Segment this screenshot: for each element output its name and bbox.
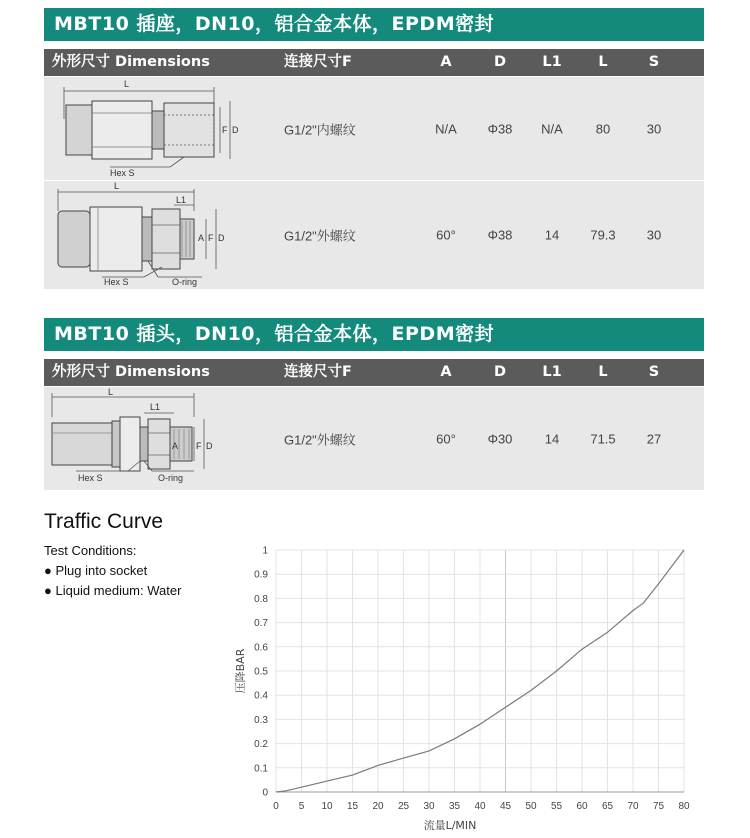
condition-bullet: ● Plug into socket xyxy=(44,563,148,578)
cell-d: Φ38 xyxy=(487,121,513,136)
x-tick-label: 30 xyxy=(423,801,435,812)
dim-label-l: L xyxy=(124,79,130,89)
header-s: S xyxy=(648,54,660,70)
dim-label-d: D xyxy=(232,125,239,135)
y-tick-label: 0.3 xyxy=(254,714,268,726)
plug-external-drawing xyxy=(44,387,274,490)
x-tick-label: 70 xyxy=(627,801,639,812)
y-tick-label: 0.4 xyxy=(254,690,268,702)
header-d: D xyxy=(493,54,507,70)
dim-label-hex: Hex S xyxy=(104,277,129,287)
dim-label-oring: O-ring xyxy=(158,473,184,483)
header-s: S xyxy=(648,364,660,380)
header-connection: 连接尺寸F xyxy=(284,364,352,380)
socket-section-banner: MBT10 插座，DN10，铝合金本体，EPDM密封 xyxy=(44,8,704,41)
dim-label-f: F xyxy=(222,125,228,135)
header-d: D xyxy=(493,364,507,380)
y-tick-label: 0.8 xyxy=(254,593,268,605)
cell-s: 27 xyxy=(646,431,662,446)
cell-l1: 14 xyxy=(544,227,560,243)
dim-label-l1: L1 xyxy=(176,195,187,205)
cell-d: Φ38 xyxy=(487,227,513,243)
y-tick-label: 0.5 xyxy=(254,666,268,678)
traffic-curve-title: Traffic Curve xyxy=(44,510,164,533)
plug-section-banner: MBT10 插头，DN10，铝合金本体，EPDM密封 xyxy=(44,318,704,351)
header-l: L xyxy=(598,54,608,70)
x-tick-label: 5 xyxy=(298,801,305,812)
y-tick-label: 0.1 xyxy=(254,763,268,775)
y-tick-label: 0 xyxy=(262,787,268,799)
cell-connection: G1/2"外螺纹 xyxy=(284,228,356,244)
dim-label-hex: Hex S xyxy=(110,168,135,178)
cell-l: 71.5 xyxy=(590,431,616,446)
plug-row-external-thread xyxy=(44,387,704,490)
cell-connection: G1/2"内螺纹 xyxy=(284,122,356,137)
x-axis-label: 流量L/MIN xyxy=(423,819,477,832)
header-a: A xyxy=(440,54,452,70)
socket-table-header xyxy=(44,49,704,76)
y-tick-label: 1 xyxy=(262,545,268,557)
header-dimensions: 外形尺寸 Dimensions xyxy=(52,364,210,380)
cell-connection: G1/2"外螺纹 xyxy=(284,432,356,447)
cell-l: 79.3 xyxy=(590,227,616,243)
y-tick-label: 0.2 xyxy=(254,739,268,751)
cell-d: Φ30 xyxy=(487,431,513,446)
y-tick-label: 0.7 xyxy=(254,618,268,630)
cell-s: 30 xyxy=(646,121,662,136)
x-tick-label: 20 xyxy=(372,801,384,812)
x-tick-label: 40 xyxy=(474,801,486,812)
cell-s: 30 xyxy=(646,227,662,243)
cell-l: 80 xyxy=(595,121,611,136)
x-tick-label: 65 xyxy=(601,801,614,812)
dim-label-a: A xyxy=(172,441,179,451)
x-tick-label: 80 xyxy=(678,801,690,812)
plug-table-header xyxy=(44,359,704,386)
x-tick-label: 75 xyxy=(652,801,665,812)
dim-label-hex: Hex S xyxy=(78,473,103,483)
cell-a: N/A xyxy=(435,121,457,136)
x-tick-label: 10 xyxy=(321,801,333,812)
x-tick-label: 25 xyxy=(397,801,410,812)
x-tick-label: 15 xyxy=(346,801,359,812)
socket-row-external-thread xyxy=(44,181,704,289)
y-tick-label: 0.6 xyxy=(254,642,268,654)
condition-text: Liquid medium: Water xyxy=(55,583,182,598)
dim-label-l1: L1 xyxy=(150,402,161,412)
x-tick-label: 45 xyxy=(499,801,512,812)
cell-l1: 14 xyxy=(544,431,560,446)
dim-label-l: L xyxy=(108,387,114,397)
header-connection: 连接尺寸F xyxy=(284,54,352,70)
header-l1: L1 xyxy=(542,364,562,380)
dim-label-d: D xyxy=(218,233,225,243)
cell-l1: N/A xyxy=(541,121,563,136)
x-tick-label: 50 xyxy=(525,801,537,812)
x-tick-label: 55 xyxy=(550,801,563,812)
y-axis-label: 压降BAR xyxy=(234,648,247,694)
test-conditions-label: Test Conditions: xyxy=(44,543,137,558)
dim-label-f: F xyxy=(196,441,202,451)
dim-label-d: D xyxy=(206,441,213,451)
socket-internal-drawing xyxy=(44,77,274,180)
header-dimensions: 外形尺寸 Dimensions xyxy=(52,54,210,70)
dim-label-f: F xyxy=(208,233,214,243)
condition-text: Plug into socket xyxy=(55,563,148,578)
dim-label-l: L xyxy=(114,181,120,191)
socket-row-internal-thread xyxy=(44,77,704,180)
socket-external-drawing xyxy=(44,181,274,289)
condition-bullet: ● Liquid medium: Water xyxy=(44,583,182,598)
x-tick-label: 35 xyxy=(448,801,461,812)
cell-a: 60° xyxy=(436,227,456,243)
dim-label-a: A xyxy=(198,233,205,243)
flow-pressure-chart xyxy=(220,540,700,835)
x-tick-label: 60 xyxy=(576,801,588,812)
header-a: A xyxy=(440,364,452,380)
x-tick-label: 0 xyxy=(273,801,279,812)
header-l: L xyxy=(598,364,608,380)
cell-a: 60° xyxy=(436,431,456,446)
y-tick-label: 0.9 xyxy=(254,569,268,581)
dim-label-oring: O-ring xyxy=(172,277,198,287)
header-l1: L1 xyxy=(542,54,562,70)
